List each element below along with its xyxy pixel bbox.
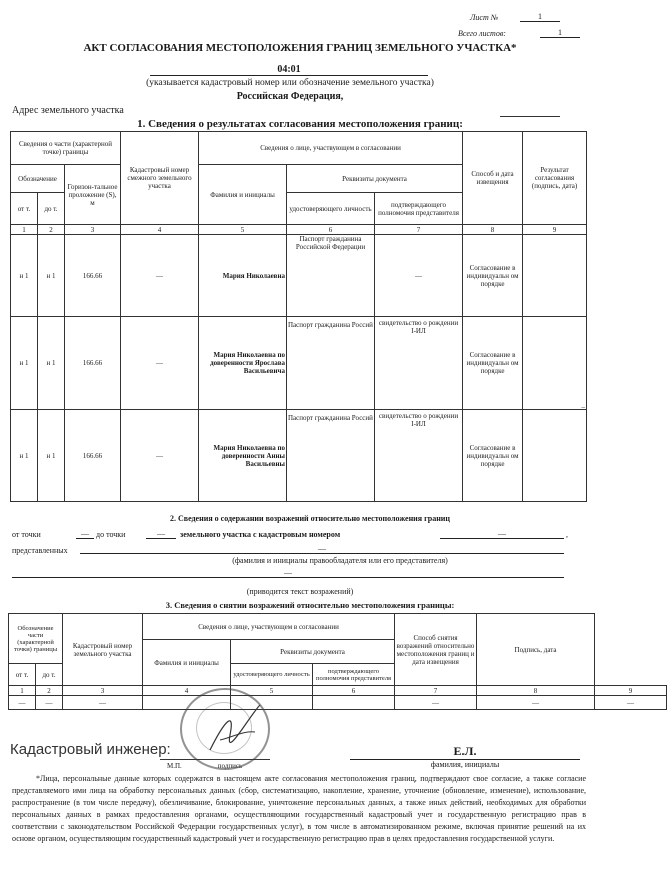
cell: — [9, 696, 36, 710]
hdr-authority: подтверждающего полномочия представителя [375, 193, 463, 225]
hdr-from: от т. [11, 193, 38, 225]
signature-icon [200, 700, 270, 760]
hdr-authority: подтверждающего полномочия представителя [313, 664, 395, 686]
cell-result: _ [523, 317, 587, 410]
col-number: 4 [143, 686, 231, 696]
cell: — [63, 696, 143, 710]
engineer-name: Е.Л. [350, 744, 580, 760]
col-number: 3 [65, 225, 121, 235]
hdr-identity: удостоверяющего личность [231, 664, 313, 686]
total-sheets-label: Всего листов: [458, 29, 506, 38]
results-table [10, 131, 587, 502]
cadastral-hint: (указывается кадастровый номер или обозначение земельного участка) [146, 78, 434, 88]
col-number: 1 [11, 225, 38, 235]
col-number: 1 [9, 686, 36, 696]
section1-title: 1. Сведения о результатах согласования местоположения границ: [137, 118, 463, 130]
hdr-to: до т. [38, 193, 65, 225]
table-row [11, 317, 587, 410]
cell [313, 696, 395, 710]
cell: — [36, 696, 63, 710]
col-number: 3 [63, 686, 143, 696]
col-number: 8 [477, 686, 595, 696]
hdr-name: Фамилия и инициалы [199, 165, 287, 225]
page-title: АКТ СОГЛАСОВАНИЯ МЕСТОПОЛОЖЕНИЯ ГРАНИЦ ЗЕМЕЛЬНОГО УЧАСТКА* [83, 42, 517, 54]
cell-name: Мария Николаевна по доверенности Ярослава Васильевича [199, 317, 287, 410]
hdr-person-info: Сведения о лице, участвующем в согласовании [199, 132, 463, 165]
col-number: 9 [523, 225, 587, 235]
hdr-sign: Подпись, дата [477, 614, 595, 686]
cell-adjacent: — [121, 410, 199, 502]
cell-to: н 1 [38, 317, 65, 410]
section3-title: 3. Сведения о снятии возражений относительно местоположения границы: [165, 600, 455, 610]
col-number: 5 [199, 225, 287, 235]
to-point-value: — [146, 529, 176, 539]
objection-hint: (приводится текст возражений) [246, 587, 354, 596]
cell-distance: 166.66 [65, 235, 121, 317]
col-number: 6 [313, 686, 395, 696]
col-number: 2 [38, 225, 65, 235]
cell-adjacent: — [121, 317, 199, 410]
submitted-value: — [80, 544, 564, 554]
hdr-doc-details: Реквизиты документа [287, 165, 463, 193]
address-label: Адрес земельного участка [12, 105, 124, 116]
table-row [11, 235, 587, 317]
cell-authority: свидетельство о рождении I-ИЛ [375, 410, 463, 502]
parcel-value: — [440, 529, 564, 539]
to-point-label: до точки [96, 530, 126, 539]
hdr-adjacent: Кадастровый номер смежного земельного участка [121, 132, 199, 225]
cell-from: н 1 [11, 410, 38, 502]
cadastral-number: 04:01 [150, 64, 428, 76]
consent-note: *Лица, персональные данные которых содержатся в настоящем акте согласования местоположения границ, подтверждают свое согласие, а также согласие представляемого ими лица на обработку персональных данных (сбор, систематизацию, накопление, хранение, уточнение (обновление, изменение), использование, распространение (в том числе передачу), обезличивание, блокирование, уничтожение персональных данных, а также иных действий, необходимых для обработки персональных данных в рамках предоставления органами, осуществляющими государственный кадастровый учет и государственную регистрацию прав в соответствии с законодательством Российской Федерации государственных услуг), в том числе в автоматизированном режиме, включая принятие решений на их основе органом, осуществляющим государственный кадастровый учет и государственную регистрацию прав в целях предоставления государственной услуги. [12, 774, 586, 843]
table-row [11, 410, 587, 502]
cell-authority: свидетельство о рождении I-ИЛ [375, 317, 463, 410]
col-number: 2 [36, 686, 63, 696]
hdr-method: Способ и дата извещения [463, 132, 523, 225]
cell: — [477, 696, 595, 710]
hdr-identity: удостоверяющего личность [287, 193, 375, 225]
cell: — [595, 696, 667, 710]
cell-identity: Паспорт гражданина Российской Федерации [287, 235, 375, 317]
cell-result [523, 235, 587, 317]
cell-identity: Паспорт гражданина Россий [287, 410, 375, 502]
col-number: 6 [287, 225, 375, 235]
cell: — [395, 696, 477, 710]
signature-hint: подпись [217, 762, 243, 770]
sheet-number: 1 [520, 12, 560, 22]
comma: , [566, 530, 568, 539]
sheet-label: Лист № [470, 13, 499, 22]
cell-method: Согласование в индивидуальн ом порядке [463, 235, 523, 317]
cell-name: Мария Николаевна по доверенности Анны Васильевны [199, 410, 287, 502]
col-number: 7 [395, 686, 477, 696]
objection-text: — [12, 568, 564, 578]
submitted-hint: (фамилия и инициалы правообладателя или его представителя) [232, 556, 448, 565]
hdr-designation: Обозначение части (характерной точки) границы [9, 614, 63, 664]
col-number: 9 [595, 686, 667, 696]
cell-from: н 1 [11, 317, 38, 410]
stamp-mp: М.П. [167, 762, 182, 770]
cell-from: н 1 [11, 235, 38, 317]
hdr-result: Результат согласования (подпись, дата) [523, 132, 587, 225]
total-sheets-number: 1 [540, 28, 580, 38]
cell-to: н 1 [38, 235, 65, 317]
cell-method: Согласование в индивидуальн ом порядке [463, 317, 523, 410]
submitted-label: представленных [12, 546, 68, 555]
cell-method: Согласование в индивидуальн ом порядке [463, 410, 523, 502]
table-row [9, 696, 667, 710]
col-number: 8 [463, 225, 523, 235]
hdr-person-info: Сведения о лице, участвующем в согласовании [143, 614, 395, 640]
engineer-label: Кадастровый инженер: [10, 741, 171, 758]
cell-distance: 166.66 [65, 410, 121, 502]
hdr-adjacent: Кадастровый номер земельного участка [63, 614, 143, 686]
cell-result [523, 410, 587, 502]
col-number: 4 [121, 225, 199, 235]
parcel-label: земельного участка с кадастровым номером [180, 530, 341, 539]
hdr-designation: Обозначение [11, 165, 65, 193]
cell-distance: 166.66 [65, 317, 121, 410]
hdr-from: от т. [9, 664, 36, 686]
engineer-name-hint: фамилия, инициалы [430, 760, 500, 769]
cell-adjacent: — [121, 235, 199, 317]
col-number: 5 [231, 686, 313, 696]
cell-to: н 1 [38, 410, 65, 502]
cell-name: Мария Николаевна [199, 235, 287, 317]
from-point-label: от точки [12, 530, 41, 539]
hdr-part-info: Сведения о части (характерной точке) границы [11, 132, 121, 165]
section2-title: 2. Сведения о содержании возражений относительно местоположения границ [169, 514, 451, 523]
cell-identity: Паспорт гражданина Россий [287, 317, 375, 410]
hdr-method: Способ снятия возражений относительно местоположения границ и дата извещения [395, 614, 477, 686]
cell-authority: — [375, 235, 463, 317]
objection-removal-table [8, 613, 667, 710]
from-point-value: — [76, 529, 94, 539]
col-number: 7 [375, 225, 463, 235]
hdr-horizontal: Горизон-тальное проложение (S), м [65, 165, 121, 225]
hdr-name: Фамилия и инициалы [143, 640, 231, 686]
country: Российская Федерация, [236, 91, 344, 102]
hdr-doc-details: Реквизиты документа [231, 640, 395, 664]
hdr-to: до т. [36, 664, 63, 686]
